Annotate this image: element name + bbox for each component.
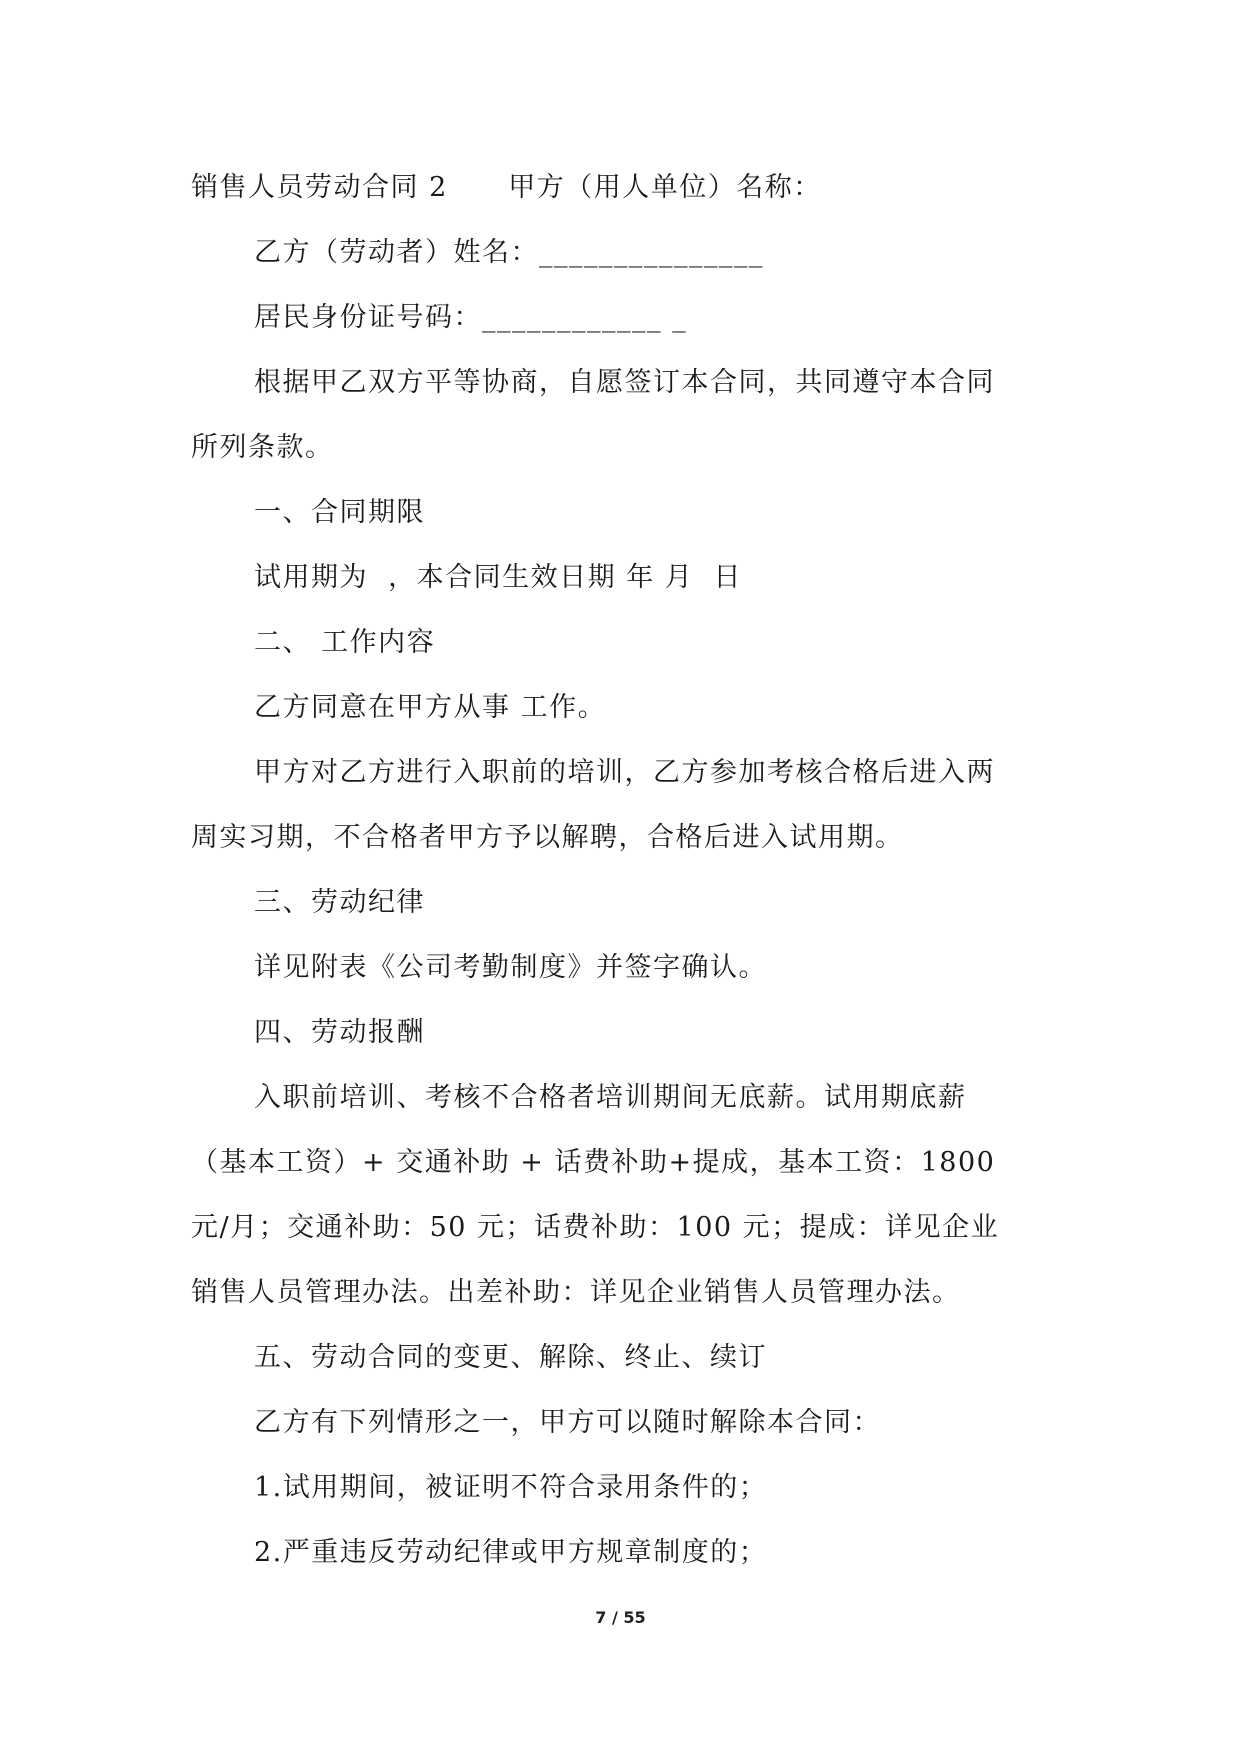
work-content-line: 乙方同意在甲方从事 工作。 [254,692,607,723]
party-b-name-line: 乙方（劳动者）姓名：_______________ [254,237,764,268]
preamble-line-2: 所列条款。 [191,432,334,463]
salary-line-1: 入职前培训、考核不合格者培训期间无底薪。试用期底薪 [254,1082,967,1113]
termination-item-2: 2.严重违反劳动纪律或甲方规章制度的； [254,1537,768,1568]
training-line-1: 甲方对乙方进行入职前的培训，乙方参加考核合格后进入两 [254,757,995,788]
training-line-2: 周实习期，不合格者甲方予以解聘，合格后进入试用期。 [191,822,904,853]
id-number-line: 居民身份证号码：____________ _ [254,302,688,333]
title-line: 销售人员劳动合同 2 甲方（用人单位）名称： [191,172,822,203]
termination-intro-line: 乙方有下列情形之一，甲方可以随时解除本合同： [254,1407,881,1438]
section-heading-3: 三、劳动纪律 [254,887,425,918]
document-body [191,155,1057,1585]
termination-item-1: 1.试用期间，被证明不符合录用条件的； [254,1472,768,1503]
discipline-line: 详见附表《公司考勤制度》并签字确认。 [254,952,767,983]
salary-line-2: （基本工资）+ 交通补助 + 话费补助+提成，基本工资：1800 [191,1147,996,1178]
salary-line-4: 销售人员管理办法。出差补助：详见企业销售人员管理办法。 [191,1277,961,1308]
section-heading-1: 一、合同期限 [254,497,425,528]
section-heading-2: 二、 工作内容 [254,627,436,658]
preamble-line-1: 根据甲乙双方平等协商，自愿签订本合同，共同遵守本合同 [254,367,995,398]
section-heading-5: 五、劳动合同的变更、解除、终止、续订 [254,1342,767,1373]
contract-term-line: 试用期为 ，本合同生效日期 年 月 日 [254,562,742,593]
page-number: 7 / 55 [595,1608,646,1627]
salary-line-3: 元/月；交通补助：50 元；话费补助：100 元；提成：详见企业 [191,1212,1000,1243]
section-heading-4: 四、劳动报酬 [254,1017,425,1048]
